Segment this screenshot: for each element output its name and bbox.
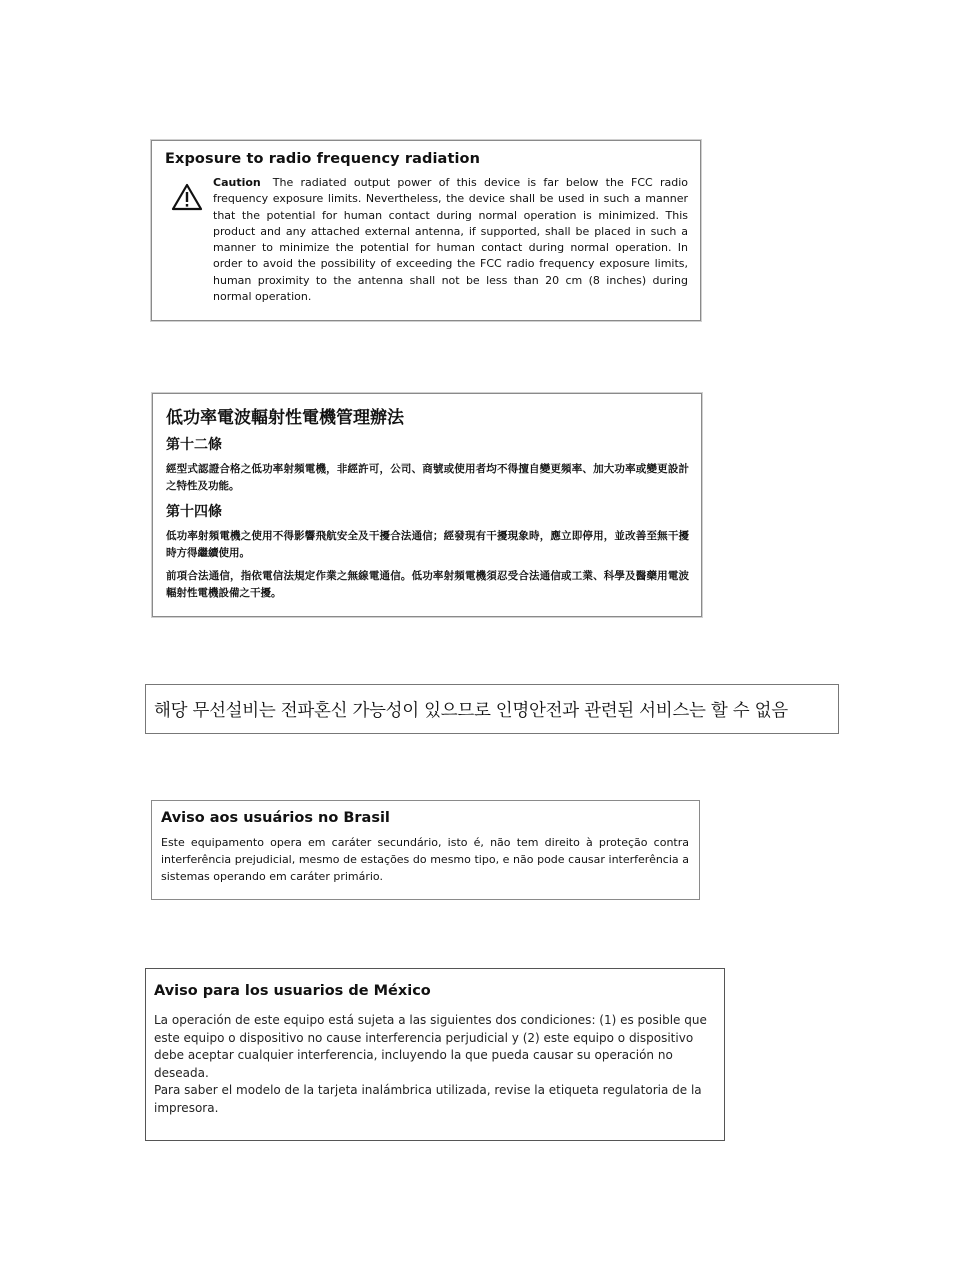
taiwan-notice-title: 低功率電波輻射性電機管理辦法: [166, 408, 404, 428]
mexico-notice-body: [154, 1012, 714, 1117]
mexico-notice-title: Aviso para los usuarios de México: [154, 983, 431, 999]
taiwan-article12-text: 經型式認證合格之低功率射頻電機，非經許可，公司、商號或使用者均不得擅自變更頻率、加大功率或變更設計之特性及功能。: [166, 463, 689, 492]
warning-triangle-icon: [171, 183, 203, 215]
taiwan-article12-heading: 第十二條: [166, 437, 222, 453]
korea-notice: [145, 684, 839, 734]
fcc-notice-title: Exposure to radio frequency radiation: [165, 151, 481, 167]
taiwan-article14-heading: 第十四條: [166, 504, 222, 520]
fcc-caution-label: Caution: [213, 176, 261, 189]
mexico-notice-text2: Para saber el modelo de la tarjeta inalámbrica utilizada, revise la etiqueta regulatoria de la impresora.: [154, 1083, 702, 1115]
mexico-notice: [145, 968, 725, 1141]
korea-notice-text: 해당 무선설비는 전파혼신 가능성이 있으므로 인명안전과 관련된 서비스는 할 수 없음: [154, 700, 788, 721]
fcc-caution-row: [165, 175, 688, 305]
fcc-caution-text-block: [213, 175, 688, 305]
taiwan-ncc-notice: [152, 393, 702, 617]
taiwan-article14-text2: 前項合法通信，指依電信法規定作業之無線電通信。低功率射頻電機須忍受合法通信或工業、科學及醫藥用電波輻射性電機設備之干擾。: [166, 570, 689, 599]
brazil-notice-title: Aviso aos usuários no Brasil: [161, 810, 390, 826]
brazil-notice-text: Este equipamento opera em caráter secundário, isto é, não tem direito à proteção contra interferência prejudicial, mesmo de estações do mesmo tipo, e não pode causar interferência a sistemas operando em caráter primário.: [161, 836, 689, 883]
brazil-notice: [151, 800, 700, 900]
fcc-caution-text: The radiated output power of this device is far below the FCC radio frequency exposure limits. Nevertheless, the device shall be used in such a manner that the potential for human contact during normal operation is minimized. This product and any attached external antenna, if supported, shall be placed in such a manner to minimize the potential for human contact during normal operation. In order to avoid the possibility of exceeding the FCC radio frequency exposure limits, human proximity to the antenna shall not be less than 20 cm (8 inches) during normal operation.: [213, 176, 688, 304]
taiwan-article14-text1: 低功率射頻電機之使用不得影響飛航安全及干擾合法通信；經發現有干擾現象時，應立即停用，並改善至無干擾時方得繼續使用。: [166, 530, 689, 559]
fcc-rf-exposure-notice: [151, 140, 701, 321]
mexico-notice-text1: La operación de este equipo está sujeta a las siguientes dos condiciones: (1) es posible que este equipo o dispositivo no cause interferencia perjudicial y (2) este equipo o dispositivo debe aceptar cualquier interferencia, incluyendo la que pueda causar su operación no deseada.: [154, 1013, 707, 1080]
